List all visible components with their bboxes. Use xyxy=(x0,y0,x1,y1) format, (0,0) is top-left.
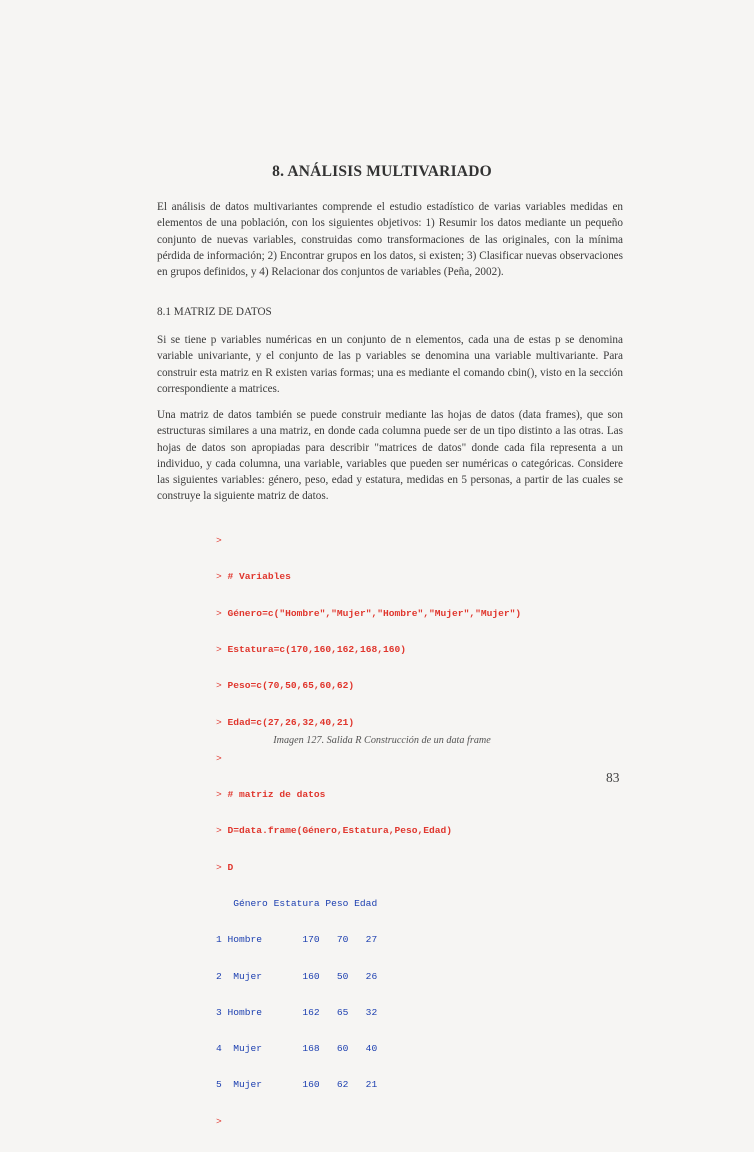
dataframe-paragraph: Una matriz de datos también se puede construir mediante las hojas de datos (data frames), que son estructuras similares a una matriz, en donde cada columna puede ser de un tipo distinto a las otras. Las hojas de datos son apropiadas para describir "matrices de datos" donde cada fila representa a un individuo, y cada columna, una variable, variables que pueden ser numéricas o categóricas. Considere las siguientes variables: género, peso, edad y estatura, medidas en 5 personas, a partir de las cuales se construye la siguiente matriz de datos. xyxy=(157,409,623,503)
code-line: > # Variables xyxy=(216,571,291,583)
intro-paragraph: El análisis de datos multivariantes comprende el estudio estadístico de varias variables medidas en elementos de una población, con los siguientes objetivos: 1) Resumir los datos mediante un pequeño conjunto de nuevas variables, construidas como transformaciones de las originales, con la mínima pérdida de información; 2) Encontrar grupos en los datos, si existen; 3) Clasificar nuevas observaciones en grupos definidos, y 4) Relacionar dos conjuntos de variables (Peña, 2002). xyxy=(157,201,623,279)
output-row: 1 Hombre 170 70 27 xyxy=(216,934,378,946)
code-line: > xyxy=(216,535,222,547)
code-line: > D xyxy=(216,861,234,873)
page-number: 83 xyxy=(606,770,620,785)
code-line: > D=data.frame(Género,Estatura,Peso,Edad) xyxy=(216,825,453,837)
output-header: Género Estatura Peso Edad xyxy=(216,898,378,909)
matrix-paragraph: Si se tiene p variables numéricas en un conjunto de n elementos, cada una de estas p se denomina variable univariante, y el conjunto de las p variables se denomina una variable multivariante. Para construir esta matriz en R existen varias formas; una es mediante el comando cbin(), visto en la sección correspondiente a matrices. xyxy=(157,334,623,395)
section-heading: 8.1 MATRIZ DE DATOS xyxy=(157,306,272,318)
output-row: 5 Mujer 160 62 21 xyxy=(216,1079,378,1091)
chapter-title: 8. ANÁLISIS MULTIVARIADO xyxy=(272,163,492,180)
code-line: > Peso=c(70,50,65,60,62) xyxy=(216,680,355,692)
output-row: 4 Mujer 168 60 40 xyxy=(216,1043,378,1055)
figure-caption: Imagen 127. Salida R Construcción de un data frame xyxy=(273,735,491,746)
code-line: > Edad=c(27,26,32,40,21) xyxy=(216,716,355,728)
code-line: > Género=c("Hombre","Mujer","Hombre","Mujer","Mujer") xyxy=(216,607,522,619)
output-row: 3 Hombre 162 65 32 xyxy=(216,1006,378,1018)
r-console-output xyxy=(216,511,596,1152)
code-line: > # matriz de datos xyxy=(216,789,326,801)
code-line: > xyxy=(216,752,222,764)
code-line: > xyxy=(216,1115,222,1127)
code-line: > Estatura=c(170,160,162,168,160) xyxy=(216,644,406,656)
output-row: 2 Mujer 160 50 26 xyxy=(216,970,378,982)
